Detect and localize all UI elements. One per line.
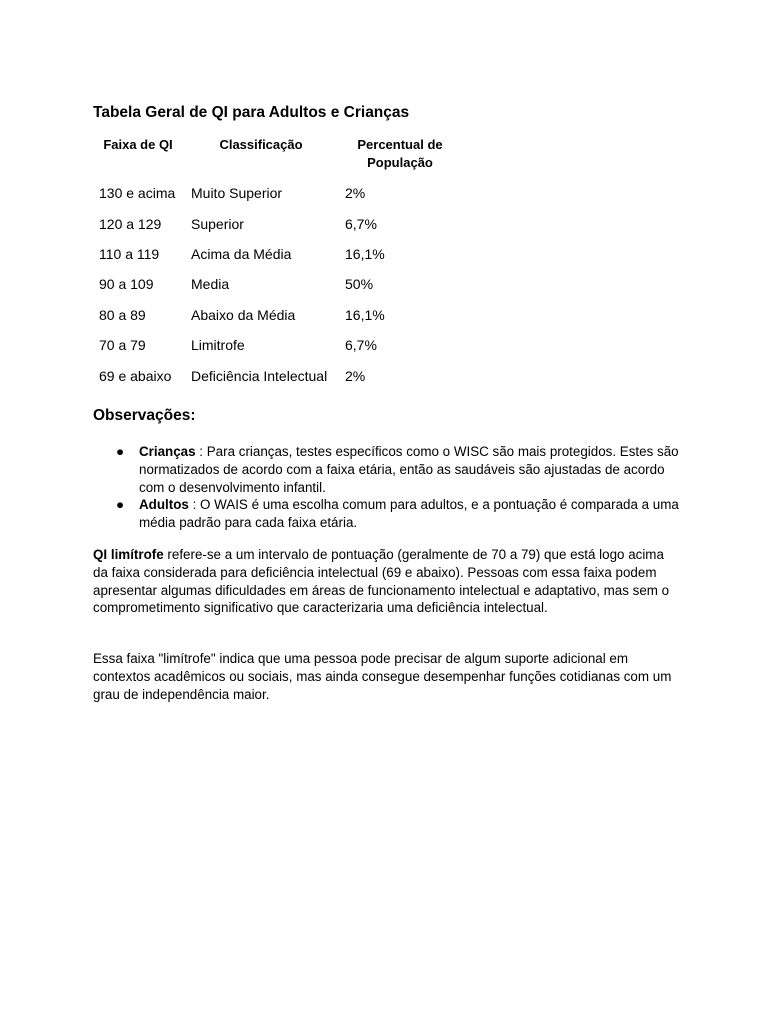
header-classification: Classificação <box>219 137 303 152</box>
cell-range: 80 a 89 <box>99 306 146 323</box>
cell-percent: 50% <box>345 276 374 293</box>
header-percent-line2: População <box>367 155 433 170</box>
paragraph-bold-term: QI limítrofe <box>93 547 164 562</box>
bullet-text: : Para crianças, testes específicos como o WISC são mais protegidos. Estes são normatizados de acordo com a faixa etária, então as saudáveis são ajustadas de acordo com o desenvolvimento infantil. <box>139 444 679 495</box>
cell-percent: 6,7% <box>345 215 377 232</box>
borderline-iq-paragraph <box>93 546 673 617</box>
list-item <box>93 443 683 496</box>
cell-classification: Limitrofe <box>191 337 245 354</box>
table-row <box>92 269 462 299</box>
bullet-icon: ● <box>116 444 125 459</box>
bullet-text: : O WAIS é uma escolha comum para adultos, e a pontuação é comparada a uma média padrão para cada faixa etária. <box>139 497 679 531</box>
cell-range: 70 a 79 <box>99 337 146 354</box>
cell-percent: 16,1% <box>345 306 385 323</box>
document-title: Tabela Geral de QI para Adultos e Crianças <box>93 104 410 121</box>
cell-classification: Media <box>191 276 230 293</box>
cell-percent: 16,1% <box>345 245 385 262</box>
cell-classification: Deficiência Intelectual <box>191 367 328 384</box>
header-iq-range: Faixa de QI <box>103 137 173 152</box>
list-item <box>93 496 683 532</box>
table-row <box>92 239 462 269</box>
cell-range: 120 a 129 <box>99 215 162 232</box>
table-row <box>92 178 462 208</box>
borderline-range-paragraph <box>93 650 673 703</box>
bullet-label: Adultos <box>139 497 189 513</box>
observations-heading: Observações: <box>93 407 196 424</box>
bullet-icon: ● <box>116 497 125 513</box>
paragraph-text: Essa faixa "limítrofe" indica que uma pessoa pode precisar de algum suporte adicional em contextos acadêmicos ou sociais, mas ainda consegue desempenhar funções cotidianas com um grau de independência maior. <box>93 651 672 702</box>
cell-range: 90 a 109 <box>99 276 154 293</box>
observations-list <box>93 443 683 532</box>
cell-percent: 2% <box>345 367 366 384</box>
header-percent-line1: Percentual de <box>357 137 443 152</box>
cell-percent: 2% <box>345 185 366 202</box>
cell-classification: Abaixo da Média <box>191 306 296 323</box>
cell-percent: 6,7% <box>345 337 377 354</box>
cell-classification: Superior <box>191 215 244 232</box>
table-row <box>92 330 462 360</box>
header-population-percent <box>338 134 462 178</box>
cell-classification: Muito Superior <box>191 185 283 202</box>
table-row <box>92 208 462 238</box>
table-header-row <box>92 134 462 178</box>
paragraph-text: refere-se a um intervalo de pontuação (geralmente de 70 a 79) que está logo acima da faixa considerada para deficiência intelectual (69 e abaixo). Pessoas com essa faixa podem apresentar algumas dificuldades em áreas de funcionamento intelectual e adaptativo, mas sem o comprometimento significativo que caracterizaria uma deficiência intelectual. <box>93 547 670 616</box>
cell-range: 69 e abaixo <box>99 367 172 384</box>
iq-table <box>92 134 462 391</box>
bullet-label: Crianças <box>139 444 196 459</box>
cell-range: 130 e acima <box>99 185 176 202</box>
table-row <box>92 360 462 390</box>
table-row <box>92 300 462 330</box>
cell-range: 110 a 119 <box>99 245 160 262</box>
cell-classification: Acima da Média <box>191 245 292 262</box>
